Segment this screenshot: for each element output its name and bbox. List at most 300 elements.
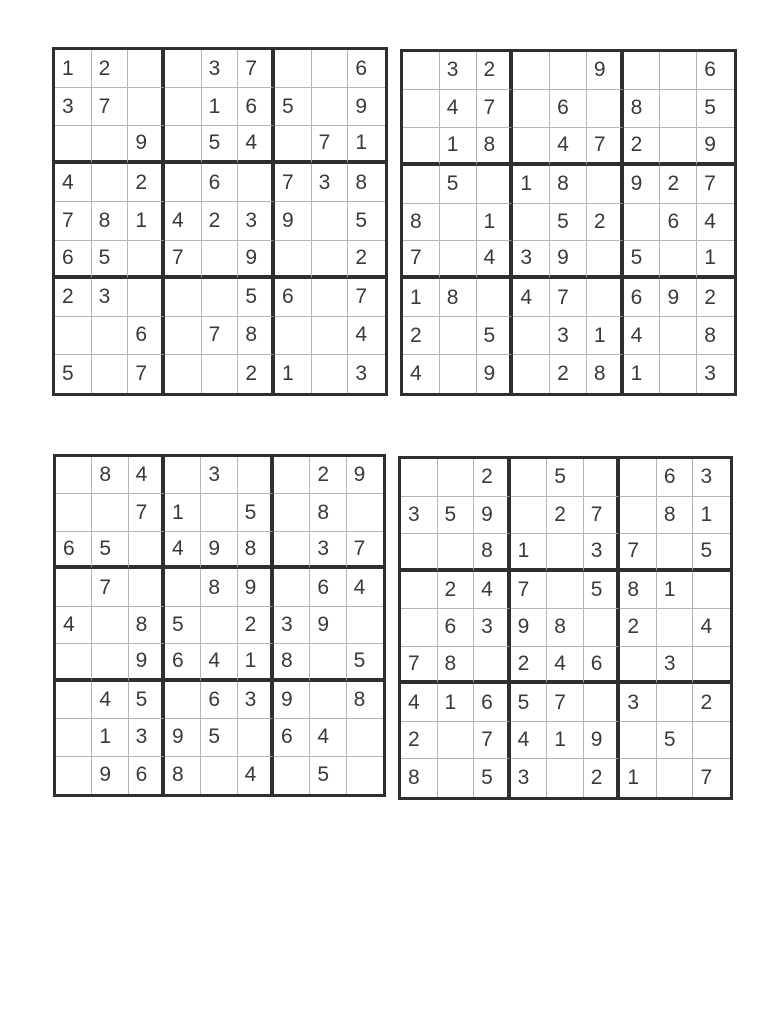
sudoku-cell — [620, 722, 657, 760]
sudoku-cell: 7 — [165, 241, 202, 279]
sudoku-cell: 2 — [348, 241, 385, 279]
sudoku-cell: 9 — [129, 644, 165, 681]
sudoku-cell — [56, 569, 92, 606]
sudoku-cell — [657, 684, 694, 722]
sudoku-cell — [312, 202, 349, 240]
sudoku-cell: 5 — [201, 719, 237, 756]
sudoku-cell: 4 — [440, 90, 477, 128]
sudoku-cell: 7 — [92, 569, 128, 606]
sudoku-cell: 3 — [657, 647, 694, 685]
sudoku-cell — [513, 128, 550, 166]
sudoku-cell — [92, 317, 129, 355]
sudoku-cell: 2 — [438, 572, 475, 610]
sudoku-cell: 5 — [238, 279, 275, 317]
sudoku-cell: 8 — [620, 572, 657, 610]
sudoku-cell: 9 — [584, 722, 621, 760]
sudoku-cell: 1 — [511, 534, 548, 572]
sudoku-cell: 2 — [128, 164, 165, 202]
sudoku-cell: 3 — [92, 279, 129, 317]
sudoku-cell — [275, 50, 312, 88]
sudoku-cell: 6 — [438, 609, 475, 647]
sudoku-cell — [238, 719, 274, 756]
sudoku-cell: 4 — [348, 317, 385, 355]
sudoku-cell: 7 — [700, 766, 713, 790]
sudoku-cell: 3 — [440, 52, 477, 90]
sudoku-cell: 9 — [474, 497, 511, 535]
sudoku-cell: 2 — [547, 497, 584, 535]
sudoku-cell: 3 — [274, 607, 310, 644]
sudoku-cell — [657, 534, 694, 572]
sudoku-cell: 3 — [238, 682, 274, 719]
sudoku-cell: 2 — [238, 355, 275, 393]
sudoku-cell — [547, 534, 584, 572]
sudoku-cell: 7 — [511, 572, 548, 610]
sudoku-cell — [165, 88, 202, 126]
sudoku-cell — [55, 317, 92, 355]
sudoku-cell — [312, 355, 349, 393]
sudoku-cell — [312, 317, 349, 355]
sudoku-cell: 8 — [474, 534, 511, 572]
sudoku-cell: 1 — [202, 88, 239, 126]
sudoku-cell: 8 — [238, 532, 274, 569]
sudoku-cell: 8 — [201, 569, 237, 606]
sudoku-cell — [587, 90, 624, 128]
sudoku-cell: 5 — [202, 126, 239, 164]
sudoku-cell: 7 — [547, 684, 584, 722]
sudoku-cell: 1 — [620, 759, 657, 797]
sudoku-cell — [624, 204, 661, 242]
sudoku-cell — [584, 684, 621, 722]
sudoku-cell: 5 — [310, 757, 346, 794]
sudoku-cell: 6 — [128, 317, 165, 355]
sudoku-cell: 1 — [92, 719, 128, 756]
sudoku-cell — [477, 166, 514, 204]
sudoku-cell — [440, 317, 477, 355]
sudoku-cell: 6 — [55, 241, 92, 279]
sudoku-cell: 5 — [55, 355, 92, 393]
sudoku-cell: 1 — [128, 202, 165, 240]
sudoku-cell: 7 — [312, 126, 349, 164]
sudoku-cell: 6 — [348, 50, 385, 88]
sudoku-cell — [440, 204, 477, 242]
sudoku-cell — [274, 494, 310, 531]
sudoku-cell: 9 — [128, 126, 165, 164]
sudoku-cell: 8 — [92, 202, 129, 240]
sudoku-cell: 4 — [347, 569, 383, 606]
sudoku-cell: 8 — [92, 457, 128, 494]
sudoku-cell: 4 — [165, 202, 202, 240]
sudoku-cell — [513, 52, 550, 90]
sudoku-cell: 2 — [587, 204, 624, 242]
sudoku-cell — [274, 457, 310, 494]
sudoku-cell: 8 — [165, 757, 201, 794]
sudoku-cell — [56, 494, 92, 531]
sudoku-cell — [310, 644, 346, 681]
sudoku-cell — [128, 241, 165, 279]
sudoku-cell: 6 — [56, 532, 92, 569]
sudoku-cell: 3 — [513, 241, 550, 279]
sudoku-cell: 5 — [129, 682, 165, 719]
sudoku-cell: 7 — [587, 128, 624, 166]
sudoku-cell: 8 — [624, 90, 661, 128]
sudoku-cell — [693, 722, 730, 760]
sudoku-cell: 2 — [660, 166, 697, 204]
sudoku-cell: 5 — [440, 166, 477, 204]
sudoku-cell: 3 — [55, 88, 92, 126]
sudoku-cell: 4 — [474, 572, 511, 610]
sudoku-cell: 8 — [403, 204, 440, 242]
sudoku-puzzle-3 — [53, 454, 386, 797]
sudoku-cell — [92, 644, 128, 681]
sudoku-cell: 4 — [310, 719, 346, 756]
sudoku-cell: 6 — [584, 647, 621, 685]
sudoku-cell: 4 — [697, 204, 734, 242]
sudoku-cell — [660, 90, 697, 128]
sudoku-cell — [165, 569, 201, 606]
sudoku-cell — [275, 241, 312, 279]
sudoku-cell: 8 — [550, 166, 587, 204]
sudoku-cell — [165, 355, 202, 393]
sudoku-cell: 2 — [202, 202, 239, 240]
sudoku-cell: 3 — [401, 497, 438, 535]
sudoku-cell — [403, 90, 440, 128]
sudoku-cell: 5 — [92, 241, 129, 279]
sudoku-cell — [511, 497, 548, 535]
sudoku-cell: 5 — [474, 759, 511, 797]
sudoku-cell: 2 — [474, 459, 511, 497]
sudoku-cell: 4 — [238, 757, 274, 794]
sudoku-cell — [310, 682, 346, 719]
sudoku-cell — [275, 317, 312, 355]
sudoku-cell: 7 — [238, 50, 275, 88]
sudoku-cell — [274, 757, 310, 794]
sudoku-cell: 7 — [403, 241, 440, 279]
sudoku-cell — [347, 719, 383, 756]
sudoku-cell: 5 — [347, 644, 383, 681]
sudoku-cell — [403, 166, 440, 204]
sudoku-cell: 9 — [275, 202, 312, 240]
sudoku-cell — [274, 532, 310, 569]
sudoku-cell — [201, 494, 237, 531]
sudoku-cell: 4 — [511, 722, 548, 760]
sudoku-cell: 6 — [660, 204, 697, 242]
sudoku-cell — [56, 644, 92, 681]
sudoku-cell: 7 — [92, 88, 129, 126]
sudoku-cell: 5 — [275, 88, 312, 126]
sudoku-cell — [92, 494, 128, 531]
sudoku-cell — [165, 164, 202, 202]
sudoku-cell — [550, 52, 587, 90]
sudoku-cell: 9 — [310, 607, 346, 644]
sudoku-cell: 1 — [697, 241, 734, 279]
sudoku-cell: 4 — [547, 647, 584, 685]
sudoku-cell — [312, 50, 349, 88]
sudoku-cell — [620, 497, 657, 535]
sudoku-cell: 2 — [403, 317, 440, 355]
sudoku-cell: 5 — [165, 607, 201, 644]
sudoku-cell — [128, 50, 165, 88]
sudoku-cell: 8 — [129, 607, 165, 644]
sudoku-cell — [403, 128, 440, 166]
sudoku-cell: 3 — [620, 684, 657, 722]
sudoku-cell: 7 — [55, 202, 92, 240]
sudoku-cell: 2 — [55, 279, 92, 317]
sudoku-cell — [92, 607, 128, 644]
sudoku-cell: 6 — [202, 164, 239, 202]
sudoku-cell: 5 — [657, 722, 694, 760]
sudoku-cell — [401, 572, 438, 610]
sudoku-cell: 7 — [550, 279, 587, 317]
sudoku-cell — [620, 459, 657, 497]
sudoku-cell — [165, 126, 202, 164]
sudoku-cell — [202, 355, 239, 393]
sudoku-cell — [403, 52, 440, 90]
sudoku-cell — [56, 682, 92, 719]
sudoku-cell: 6 — [238, 88, 275, 126]
sudoku-cell: 2 — [310, 457, 346, 494]
sudoku-cell: 4 — [56, 607, 92, 644]
sudoku-cell: 5 — [693, 534, 730, 572]
sudoku-cell: 9 — [511, 609, 548, 647]
sudoku-cell: 5 — [438, 497, 475, 535]
sudoku-cell: 5 — [547, 459, 584, 497]
sudoku-cell — [238, 164, 275, 202]
sudoku-cell: 2 — [693, 684, 730, 722]
sudoku-cell — [274, 569, 310, 606]
sudoku-cell: 9 — [238, 569, 274, 606]
sudoku-cell: 9 — [550, 241, 587, 279]
sudoku-cell: 1 — [587, 317, 624, 355]
sudoku-cell — [92, 164, 129, 202]
sudoku-cell — [128, 279, 165, 317]
sudoku-cell — [547, 759, 584, 797]
sudoku-cell: 6 — [697, 52, 734, 90]
sudoku-cell: 1 — [513, 166, 550, 204]
sudoku-cell — [438, 534, 475, 572]
sudoku-cell: 3 — [312, 164, 349, 202]
sudoku-cell — [438, 722, 475, 760]
sudoku-cell: 1 — [477, 204, 514, 242]
sudoku-cell — [440, 355, 477, 393]
sudoku-cell — [660, 241, 697, 279]
sudoku-cell — [56, 719, 92, 756]
sudoku-cell: 9 — [624, 166, 661, 204]
sudoku-cell — [660, 128, 697, 166]
sudoku-cell: 1 — [624, 355, 661, 393]
sudoku-cell: 1 — [547, 722, 584, 760]
sudoku-cell: 8 — [348, 164, 385, 202]
sudoku-cell — [165, 457, 201, 494]
sudoku-cell — [513, 355, 550, 393]
sudoku-cell: 4 — [550, 128, 587, 166]
sudoku-cell — [660, 52, 697, 90]
sudoku-cell: 6 — [657, 459, 694, 497]
sudoku-cell: 7 — [202, 317, 239, 355]
sudoku-cell: 8 — [587, 355, 624, 393]
sudoku-cell: 8 — [401, 759, 438, 797]
sudoku-cell — [56, 457, 92, 494]
sudoku-cell: 7 — [129, 494, 165, 531]
sudoku-cell: 9 — [697, 128, 734, 166]
sudoku-cell — [624, 52, 661, 90]
sudoku-cell: 1 — [348, 126, 385, 164]
sudoku-cell: 4 — [165, 532, 201, 569]
sudoku-cell: 2 — [401, 722, 438, 760]
sudoku-cell — [202, 241, 239, 279]
sudoku-cell — [511, 459, 548, 497]
sudoku-cell: 7 — [275, 164, 312, 202]
sudoku-cell: 4 — [92, 682, 128, 719]
sudoku-puzzle-1 — [52, 47, 388, 396]
sudoku-cell: 2 — [511, 647, 548, 685]
sudoku-cell: 8 — [657, 497, 694, 535]
sudoku-cell — [401, 609, 438, 647]
sudoku-cell: 4 — [624, 317, 661, 355]
sudoku-cell: 6 — [310, 569, 346, 606]
sudoku-cell — [584, 609, 621, 647]
sudoku-cell: 8 — [477, 128, 514, 166]
sudoku-cell: 5 — [550, 204, 587, 242]
sudoku-cell: 4 — [401, 684, 438, 722]
sudoku-cell: 5 — [477, 317, 514, 355]
sudoku-cell — [56, 757, 92, 794]
sudoku-cell — [201, 607, 237, 644]
sudoku-cell: 3 — [355, 361, 368, 385]
sudoku-cell: 9 — [238, 241, 275, 279]
sudoku-cell: 6 — [474, 684, 511, 722]
sudoku-cell: 1 — [440, 128, 477, 166]
sudoku-cell: 5 — [584, 572, 621, 610]
sudoku-cell: 6 — [274, 719, 310, 756]
sudoku-cell: 3 — [584, 534, 621, 572]
sudoku-cell — [513, 317, 550, 355]
sudoku-cell: 9 — [92, 757, 128, 794]
sudoku-cell — [620, 647, 657, 685]
sudoku-cell: 7 — [477, 90, 514, 128]
sudoku-cell: 1 — [438, 684, 475, 722]
sudoku-cell: 8 — [274, 644, 310, 681]
sudoku-cell: 3 — [201, 457, 237, 494]
sudoku-cell: 2 — [238, 607, 274, 644]
sudoku-cell: 7 — [584, 497, 621, 535]
sudoku-cell: 5 — [697, 90, 734, 128]
sudoku-cell: 8 — [310, 494, 346, 531]
sudoku-cell: 7 — [401, 647, 438, 685]
sudoku-cell — [474, 647, 511, 685]
sudoku-cell — [513, 204, 550, 242]
sudoku-cell — [438, 459, 475, 497]
sudoku-cell: 4 — [201, 644, 237, 681]
sudoku-cell — [657, 609, 694, 647]
sudoku-cell: 4 — [403, 355, 440, 393]
sudoku-cell: 7 — [348, 279, 385, 317]
sudoku-cell — [401, 459, 438, 497]
sudoku-cell: 4 — [238, 126, 275, 164]
sudoku-cell — [92, 355, 129, 393]
sudoku-cell: 5 — [511, 684, 548, 722]
sudoku-cell: 8 — [697, 317, 734, 355]
sudoku-cell: 3 — [550, 317, 587, 355]
sudoku-cell — [312, 279, 349, 317]
sudoku-cell — [693, 647, 730, 685]
sudoku-cell — [312, 241, 349, 279]
sudoku-cell: 3 — [310, 532, 346, 569]
sudoku-cell: 2 — [624, 128, 661, 166]
sudoku-cell: 9 — [348, 88, 385, 126]
sudoku-cell: 4 — [693, 609, 730, 647]
sudoku-cell: 9 — [347, 457, 383, 494]
sudoku-cell: 3 — [704, 362, 716, 386]
sudoku-cell: 4 — [513, 279, 550, 317]
sudoku-cell: 8 — [547, 609, 584, 647]
sudoku-cell: 2 — [92, 50, 129, 88]
sudoku-cell: 3 — [693, 459, 730, 497]
sudoku-cell: 6 — [275, 279, 312, 317]
sudoku-cell — [347, 607, 383, 644]
sudoku-cell — [660, 355, 697, 393]
sudoku-cell: 8 — [238, 317, 275, 355]
sudoku-cell: 2 — [477, 52, 514, 90]
sudoku-cell — [401, 534, 438, 572]
sudoku-cell — [165, 50, 202, 88]
sudoku-cell: 2 — [550, 355, 587, 393]
sudoku-cell — [275, 126, 312, 164]
sudoku-cell — [312, 88, 349, 126]
sudoku-cell: 6 — [129, 757, 165, 794]
sudoku-cell — [440, 241, 477, 279]
sudoku-cell: 9 — [165, 719, 201, 756]
sudoku-cell — [129, 569, 165, 606]
sudoku-cell — [202, 279, 239, 317]
sudoku-cell: 1 — [275, 355, 312, 393]
sudoku-cell — [55, 126, 92, 164]
sudoku-cell: 1 — [657, 572, 694, 610]
sudoku-cell: 5 — [348, 202, 385, 240]
sudoku-cell: 2 — [620, 609, 657, 647]
sudoku-cell: 7 — [128, 355, 165, 393]
sudoku-cell: 1 — [238, 644, 274, 681]
sudoku-cell: 2 — [697, 279, 734, 317]
sudoku-cell: 9 — [201, 532, 237, 569]
sudoku-cell: 6 — [550, 90, 587, 128]
sudoku-cell — [587, 241, 624, 279]
sudoku-cell — [128, 88, 165, 126]
sudoku-puzzle-2 — [400, 49, 737, 396]
sudoku-cell: 1 — [165, 494, 201, 531]
sudoku-cell — [165, 317, 202, 355]
sudoku-cell — [584, 459, 621, 497]
sudoku-cell: 7 — [474, 722, 511, 760]
sudoku-cell: 7 — [347, 532, 383, 569]
sudoku-cell: 7 — [697, 166, 734, 204]
sudoku-cell: 1 — [55, 50, 92, 88]
sudoku-cell: 9 — [274, 682, 310, 719]
sudoku-cell — [657, 759, 694, 797]
sudoku-cell: 8 — [347, 682, 383, 719]
sudoku-cell — [513, 90, 550, 128]
sudoku-cell — [165, 279, 202, 317]
sudoku-cell: 5 — [92, 532, 128, 569]
sudoku-cell: 6 — [201, 682, 237, 719]
sudoku-cell: 6 — [165, 644, 201, 681]
sudoku-cell: 5 — [624, 241, 661, 279]
sudoku-cell: 3 — [129, 719, 165, 756]
sudoku-cell — [201, 757, 237, 794]
sudoku-cell — [347, 494, 383, 531]
sudoku-cell: 9 — [587, 52, 624, 90]
sudoku-cell: 4 — [477, 241, 514, 279]
sudoku-cell — [92, 126, 129, 164]
